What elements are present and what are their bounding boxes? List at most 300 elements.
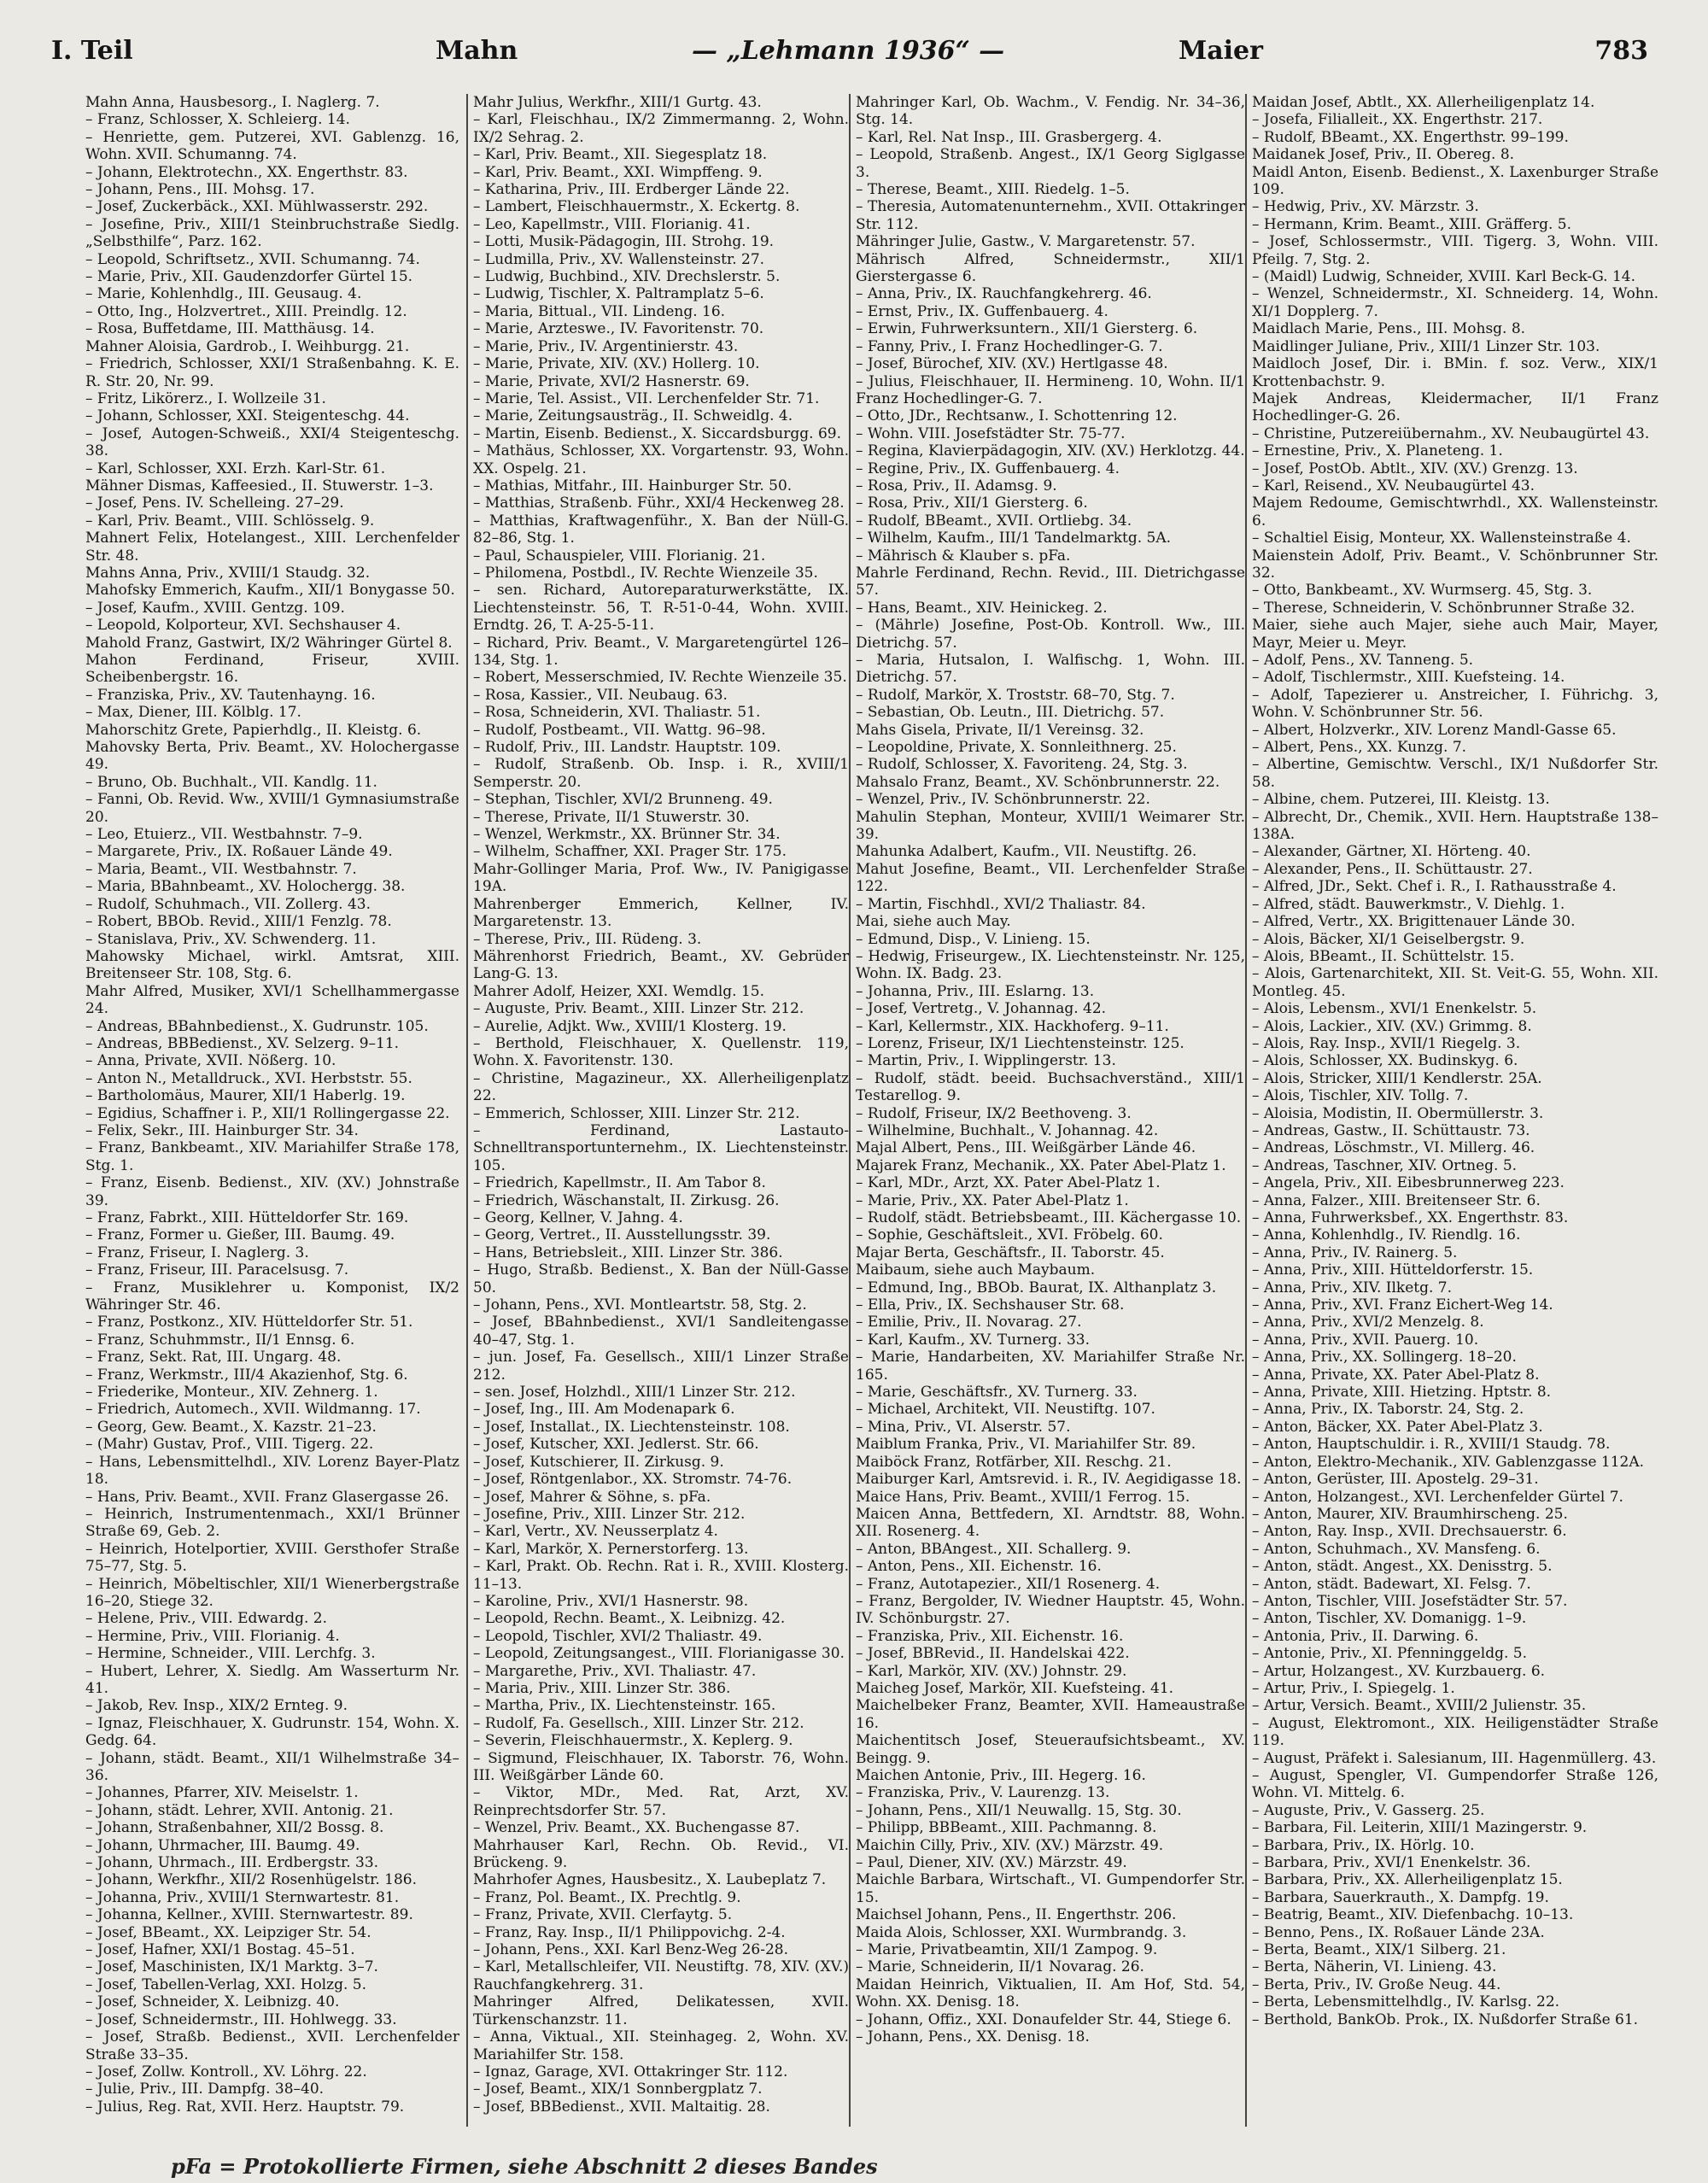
directory-entry: Mahsalo Franz, Beamt., XV. Schönbrunnerstr. 22. — [856, 773, 1220, 791]
directory-entry: – Johann, Elektrotechn., XX. Engerthstr. 83. — [85, 163, 408, 181]
directory-entry: – Friedrich, Schlosser, XXI/1 Straßenbahng. K. E. R. Str. 20, Nr. 99. — [85, 355, 459, 390]
directory-entry: – Erwin, Fuhrwerksuntern., XII/1 Giersterg. 6. — [856, 320, 1198, 338]
directory-entry: Mähringer Julie, Gastw., V. Margaretenstr. 57. — [856, 233, 1196, 251]
directory-entry: – Leopold, Straßenb. Angest., IX/1 Georg Siglgasse 3. — [856, 146, 1245, 181]
directory-entry: – Anna, Private, XX. Pater Abel-Platz 8. — [1252, 1366, 1540, 1384]
directory-entry: – Anton, Schuhmach., XV. Mansfeng. 6. — [1252, 1540, 1541, 1558]
directory-entry: – Adolf, Pens., XV. Tanneng. 5. — [1252, 652, 1474, 669]
directory-entry: – August, Spengler, VI. Gumpendorfer Straße 126, Wohn. VI. Mittelg. 6. — [1252, 1767, 1658, 1802]
directory-entry: – Alois, Stricker, XIII/1 Kendlerstr. 25A. — [1252, 1069, 1542, 1087]
directory-entry: – Karoline, Priv., XVI/1 Hasnerstr. 98. — [473, 1592, 749, 1610]
directory-entry: – Anna, Kohlenhdlg., IV. Riendlg. 16. — [1252, 1226, 1521, 1244]
directory-entry: – Hans, Betriebsleit., XIII. Linzer Str. 386. — [473, 1244, 783, 1261]
directory-entry: – Leopold, Zeitungsangest., VIII. Florianigasse 30. — [473, 1645, 845, 1663]
directory-entry: – Aurelie, Adjkt. Ww., XVIII/1 Klosterg. 19. — [473, 1017, 787, 1035]
directory-entry: Maier, siehe auch Majer, siehe auch Mair, Mayer, Mayr, Meier u. Meyr. — [1252, 617, 1658, 652]
directory-entry: – Josef, Installat., IX. Liechtensteinstr. 108. — [473, 1418, 790, 1436]
directory-entry: – Anna, Priv., XIV. Ilketg. 7. — [1252, 1279, 1453, 1296]
directory-entry: – (Mahr) Gustav, Prof., VIII. Tigerg. 22. — [85, 1436, 374, 1454]
directory-entry: – Hans, Beamt., XIV. Heinickeg. 2. — [856, 599, 1108, 617]
directory-entry: – Franz, Friseur, I. Naglerg. 3. — [85, 1244, 309, 1261]
directory-entry: Mahr-Gollinger Maria, Prof. Ww., IV. Panigigasse 19A. — [473, 860, 849, 896]
directory-entry: – Anton, städt. Badewart, XI. Felsg. 7. — [1252, 1575, 1531, 1593]
directory-entry: – Leopold, Schriftsetz., XVII. Schumanng. 74. — [85, 250, 420, 268]
directory-entry: – Karl, Kaufm., XV. Turnerg. 33. — [856, 1331, 1091, 1349]
directory-entry: – Alexander, Pens., II. Schüttaustr. 27. — [1252, 860, 1533, 878]
directory-entry: Mahon Ferdinand, Friseur, XVIII. Scheibenbergstr. 16. — [85, 652, 459, 687]
directory-entry: – Franz, Bankbeamt., XIV. Mariahilfer Straße 178, Stg. 1. — [85, 1139, 459, 1174]
directory-entry: – Franz, Autotapezier., XII/1 Rosenerg. 4. — [856, 1575, 1161, 1593]
directory-entry: Maienstein Adolf, Priv. Beamt., V. Schönbrunner Str. 32. — [1252, 547, 1658, 582]
directory-entry: – Ludwig, Tischler, X. Paltramplatz 5–6. — [473, 285, 764, 303]
directory-entry: – Anton, Maurer, XIV. Braumhirscheng. 25. — [1252, 1505, 1568, 1523]
directory-entry: – Friedrich, Kapellmstr., II. Am Tabor 8. — [473, 1174, 766, 1192]
directory-entry: Maichsel Johann, Pens., II. Engerthstr. 206. — [856, 1906, 1177, 1924]
directory-entry: Mahrhauser Karl, Rechn. Ob. Revid., VI. Brückeng. 9. — [473, 1836, 849, 1872]
directory-entry: – Anton, Tischler, XV. Domanigg. 1–9. — [1252, 1610, 1527, 1628]
directory-entry: – Karl, Schlosser, XXI. Erzh. Karl-Str. 61. — [85, 459, 386, 477]
directory-entry: – Matthias, Straßenb. Führ., XXI/4 Heckenweg 28. — [473, 495, 845, 512]
directory-entry: – Edmund, Ing., BBOb. Baurat, IX. Althanplatz 3. — [856, 1279, 1217, 1296]
directory-entry: – sen. Richard, Autoreparaturwerkstätte, IX. Liechtensteinstr. 56, T. R-51-0-44, Wohn. XVIII. Erndtg. 26, T. A-25-5-11. — [473, 582, 849, 635]
directory-entry: Maidlinger Juliane, Priv., XIII/1 Linzer Str. 103. — [1252, 337, 1600, 355]
directory-entry: – Anna, Falzer., XIII. Breitenseer Str. 6. — [1252, 1191, 1541, 1209]
directory-entry: – Marie, Zeitungsausträg., II. Schweidlg. 4. — [473, 407, 793, 425]
directory-entry: – Maria, BBahnbeamt., XV. Holochergg. 38. — [85, 878, 406, 896]
directory-entry: – Hans, Lebensmittelhdl., XIV. Lorenz Bayer-Platz 18. — [85, 1453, 459, 1489]
directory-entry: – Anton, Gerüster, III. Apostelg. 29–31. — [1252, 1471, 1539, 1489]
directory-entry: – Franziska, Priv., XII. Eichenstr. 16. — [856, 1627, 1124, 1645]
directory-entry: – Auguste, Priv. Beamt., XIII. Linzer Str. 212. — [473, 1000, 804, 1018]
directory-entry: – Wenzel, Werkmstr., XX. Brünner Str. 34. — [473, 826, 781, 844]
directory-entry: – Marie, Priv., XII. Gaudenzdorfer Gürtel 15. — [85, 268, 413, 286]
directory-entry: – Franz, Postkonz., XIV. Hütteldorfer Str. 51. — [85, 1314, 413, 1331]
directory-entry: – Alfred, Vertr., XX. Brigittenauer Lände 30. — [1252, 913, 1576, 931]
directory-entry: – Johann, Pens., XXI. Karl Benz-Weg 26-28. — [473, 1941, 789, 1959]
directory-entry: – Anna, Priv., XVII. Pauerg. 10. — [1252, 1331, 1479, 1349]
directory-entry: – Friedrich, Wäschanstalt, II. Zirkusg. 26. — [473, 1191, 780, 1209]
directory-entry: – Wenzel, Priv. Beamt., XX. Buchengasse 87. — [473, 1819, 800, 1837]
directory-entry: – Marie, Priv., XX. Pater Abel-Platz 1. — [856, 1191, 1129, 1209]
directory-entry: – Josef, Autogen-Schweiß., XXI/4 Steigenteschg. 38. — [85, 424, 459, 460]
directory-entry: – Franz, Private, XVII. Clerfaytg. 5. — [473, 1906, 733, 1924]
directory-entry: – Josef, Maschinisten, IX/1 Marktg. 3–7. — [85, 1958, 378, 1976]
directory-entry: – Ella, Priv., IX. Sechshauser Str. 68. — [856, 1296, 1125, 1314]
directory-entry: – Anna, Priv., IX. Rauchfangkehrerg. 46. — [856, 285, 1152, 303]
directory-entry: – Lotti, Musik-Pädagogin, III. Strohg. 19. — [473, 233, 775, 251]
directory-entry: – Katharina, Priv., III. Erdberger Lände 22. — [473, 181, 790, 199]
directory-entry: – Aloisia, Modistin, II. Obermüllerstr. 3. — [1252, 1104, 1544, 1122]
directory-entry: – Josef, BBeamt., XX. Leipziger Str. 54. — [85, 1923, 371, 1941]
directory-entry: Majal Albert, Pens., III. Weißgärber Lände 46. — [856, 1139, 1196, 1157]
directory-entry: Mai, siehe auch May. — [856, 913, 1011, 931]
directory-entry: – Rudolf, BBeamt., XX. Engerthstr. 99–199. — [1252, 128, 1569, 146]
directory-entry: – Alois, Lebensm., XVI/1 Enenkelstr. 5. — [1252, 1000, 1537, 1018]
directory-entry: – Karl, Priv. Beamt., VIII. Schlösselg. 9. — [85, 512, 375, 530]
directory-entry: – Theresia, Automatenunternehm., XVII. Ottakringer Str. 112. — [856, 198, 1245, 233]
directory-entry: – Barbara, Sauerkrauth., X. Dampfg. 19. — [1252, 1888, 1549, 1906]
page-header — [43, 36, 1665, 70]
directory-entry: – Ludwig, Buchbind., XIV. Drechslerstr. 5. — [473, 268, 781, 286]
directory-entry: – Marie, Tel. Assist., VII. Lerchenfelder Str. 71. — [473, 389, 820, 407]
directory-entry: – Karl, Priv. Beamt., XII. Siegesplatz 18. — [473, 146, 768, 164]
directory-entry: – Wenzel, Schneidermstr., XI. Schneiderg. 14, Wohn. XI/1 Dopplerg. 7. — [1252, 285, 1658, 320]
directory-entry: – Hedwig, Friseurgew., IX. Liechtensteinstr. Nr. 125, Wohn. IX. Badg. 23. — [856, 947, 1245, 983]
directory-entry: – Anton, Hauptschuldir. i. R., XVIII/1 Staudg. 78. — [1252, 1436, 1611, 1454]
directory-entry: – Julius, Fleischhauer, II. Hermineng. 10, Wohn. II/1 Franz Hochedlinger-G. 7. — [856, 372, 1245, 407]
directory-entry: – Regina, Klavierpädagogin, XIV. (XV.) Herklotzg. 44. — [856, 442, 1245, 460]
directory-entry: – Ferdinand, Lastauto-Schnelltransportunternehm., IX. Liechtensteinstr. 105. — [473, 1121, 849, 1174]
column-3 — [849, 94, 1245, 2127]
directory-entry: – Johann, Straßenbahner, XII/2 Bossg. 8. — [85, 1819, 384, 1837]
directory-entry: – Josef, Beamt., XIX/1 Sonnbergplatz 7. — [473, 2081, 763, 2098]
directory-entry: – Georg, Gew. Beamt., X. Kazstr. 21–23. — [85, 1418, 377, 1436]
directory-entry: – Edmund, Disp., V. Linieng. 15. — [856, 930, 1091, 948]
directory-entry: – Anton, städt. Angest., XX. Denisstrg. 5. — [1252, 1558, 1553, 1576]
directory-entry: – Johanna, Priv., III. Eslarng. 13. — [856, 982, 1095, 1000]
directory-entry: – Rudolf, Markör, X. Troststr. 68–70, Stg. 7. — [856, 686, 1175, 704]
directory-entry: – Josef, PostOb. Abtlt., XIV. (XV.) Grenzg. 13. — [1252, 459, 1578, 477]
directory-entry: – Marie, Geschäftsfr., XV. Turnerg. 33. — [856, 1384, 1138, 1402]
directory-entry: – Stanislava, Priv., XV. Schwenderg. 11. — [85, 930, 377, 948]
directory-entry: – Friederike, Monteur., XIV. Zehnerg. 1. — [85, 1384, 378, 1402]
directory-entry: – Therese, Priv., III. Rüdeng. 3. — [473, 930, 702, 948]
directory-entry: – Franziska, Priv., V. Laurenzg. 13. — [856, 1784, 1110, 1802]
directory-entry: – Helene, Priv., VIII. Edwardg. 2. — [85, 1610, 328, 1628]
directory-entry: – Barbara, Priv., XVI/1 Enenkelstr. 36. — [1252, 1854, 1531, 1872]
directory-entry: – Matthias, Kraftwagenführ., X. Ban der Nüll-G. 82–86, Stg. 1. — [473, 512, 849, 547]
directory-entry: – Heinrich, Möbeltischler, XII/1 Wienerbergstraße 16–20, Stiege 32. — [85, 1575, 459, 1610]
directory-entry: – Alois, Lackier., XIV. (XV.) Grimmg. 8. — [1252, 1017, 1532, 1035]
section-label: I. Teil — [51, 36, 133, 66]
directory-entry: – Artur, Priv., I. Spiegelg. 1. — [1252, 1679, 1455, 1697]
directory-entry: – Johann, Pens., III. Mohsg. 17. — [85, 181, 315, 199]
directory-entry: – Maria, Priv., XIII. Linzer Str. 386. — [473, 1679, 731, 1697]
directory-entry: Mährenhorst Friedrich, Beamt., XV. Gebrüder Lang-G. 13. — [473, 947, 849, 983]
directory-entry: – Anna, Fuhrwerksbef., XX. Engerthstr. 83. — [1252, 1209, 1569, 1226]
directory-entry: Mahrhofer Agnes, Hausbesitz., X. Laubeplatz 7. — [473, 1871, 827, 1889]
directory-entry: Maiburger Karl, Amtsrevid. i. R., IV. Aegidigasse 18. — [856, 1471, 1242, 1489]
directory-entry: – Anton, Bäcker, XX. Pater Abel-Platz 3. — [1252, 1418, 1543, 1436]
directory-entry: – Josef, Ing., III. Am Modenapark 6. — [473, 1401, 735, 1419]
directory-entry: – Wohn. VIII. Josefstädter Str. 75-77. — [856, 424, 1126, 442]
directory-entry: – sen. Josef, Holzhdl., XIII/1 Linzer Str. 212. — [473, 1384, 796, 1402]
directory-entry: – Johann, Pens., XX. Denisg. 18. — [856, 2028, 1090, 2046]
directory-entry: Maichin Cilly, Priv., XIV. (XV.) Märzstr. 49. — [856, 1836, 1164, 1854]
directory-entry: Maidanek Josef, Priv., II. Obereg. 8. — [1252, 146, 1515, 164]
last-surname-heading: Maier — [1179, 36, 1263, 66]
directory-entry: Maidloch Josef, Dir. i. BMin. f. soz. Verw., XIX/1 Krottenbachstr. 9. — [1252, 355, 1658, 390]
directory-entry: – Mathias, Mitfahr., III. Hainburger Str. 50. — [473, 477, 793, 495]
directory-entry: – Barbara, Fil. Leiterin, XIII/1 Mazingerstr. 9. — [1252, 1819, 1588, 1837]
directory-title: — „Lehmann 1936“ — — [692, 36, 1005, 66]
directory-entry: Majarek Franz, Mechanik., XX. Pater Abel-Platz 1. — [856, 1156, 1226, 1174]
directory-entry: – Josef, Zuckerbäck., XXI. Mühlwasserstr. 292. — [85, 198, 429, 216]
directory-entry: – Alois, Schlosser, XX. Budinskyg. 6. — [1252, 1052, 1518, 1070]
directory-entry: – Georg, Vertret., II. Ausstellungsstr. 39. — [473, 1226, 771, 1244]
directory-entry: – (Mährle) Josefine, Post-Ob. Kontroll. Ww., III. Dietrichg. 57. — [856, 617, 1245, 652]
directory-entry: – Anton, Tischler, VIII. Josefstädter Str. 57. — [1252, 1592, 1568, 1610]
directory-entry: – Margarete, Priv., IX. Roßauer Lände 49. — [85, 843, 393, 861]
directory-entry: – Andreas, Taschner, XIV. Ortneg. 5. — [1252, 1156, 1518, 1174]
directory-entry: – Josef, Bürochef, XIV. (XV.) Hertlgasse 48. — [856, 355, 1168, 373]
directory-entry: – Fritz, Likörerz., I. Wollzeile 31. — [85, 389, 326, 407]
directory-entry: – Hugo, Straßb. Bedienst., X. Ban der Nüll-Gasse 50. — [473, 1261, 849, 1296]
directory-entry: – Stephan, Tischler, XVI/2 Brunneng. 49. — [473, 791, 773, 809]
directory-entry: – Rosa, Kassier., VII. Neubaug. 63. — [473, 686, 728, 704]
directory-entry: – Otto, Ing., Holzvertret., XIII. Preindlg. 12. — [85, 302, 407, 320]
directory-entry: – Karl, Markör, X. Pernerstorferg. 13. — [473, 1540, 749, 1558]
directory-entry: – Lorenz, Friseur, IX/1 Liechtensteinstr. 125. — [856, 1034, 1184, 1052]
directory-entry: – Franz, Bergolder, IV. Wiedner Hauptstr. 45, Wohn. IV. Schönburgstr. 27. — [856, 1592, 1245, 1628]
directory-entry: – Egidius, Schaffner i. P., XII/1 Rollingergasse 22. — [85, 1104, 450, 1122]
directory-entry: – Henriette, gem. Putzerei, XVI. Gablenzg. 16, Wohn. XVII. Schumanng. 74. — [85, 128, 459, 164]
directory-entry: – Rudolf, BBeamt., XVII. Ortliebg. 34. — [856, 512, 1132, 530]
directory-entry: – Johann, Pens., XII/1 Neuwallg. 15, Stg. 30. — [856, 1801, 1182, 1819]
footer-note: pFa = Protokollierte Firmen, siehe Abschnitt 2 dieses Bandes — [171, 2154, 878, 2178]
directory-entry: Mahringer Karl, Ob. Wachm., V. Fendig. Nr. 34–36, Stg. 14. — [856, 94, 1245, 129]
directory-entry: Mahowsky Michael, wirkl. Amtsrat, XIII. Breitenseer Str. 108, Stg. 6. — [85, 947, 459, 983]
directory-entry: – Berta, Lebensmittelhdlg., IV. Karlsg. 22. — [1252, 1993, 1560, 2011]
directory-entry: – Rosa, Priv., II. Adamsg. 9. — [856, 477, 1057, 495]
directory-entry: Mahorschitz Grete, Papierhdlg., II. Kleistg. 6. — [85, 721, 422, 739]
directory-entry: – Marie, Arzteswe., IV. Favoritenstr. 70. — [473, 320, 764, 338]
directory-entry: – Paul, Diener, XIV. (XV.) Märzstr. 49. — [856, 1854, 1127, 1872]
directory-entry: – Karl, Rel. Nat Insp., III. Grasbergerg. 4. — [856, 128, 1162, 146]
directory-entry: – Josefa, Filialleit., XX. Engerthstr. 217. — [1252, 111, 1543, 129]
directory-entry: – Rudolf, Postbeamt., VII. Wattg. 96–98. — [473, 721, 766, 739]
directory-entry: – Georg, Kellner, V. Jahng. 4. — [473, 1209, 683, 1226]
directory-entry: – Andreas, BBahnbedienst., X. Gudrunstr. 105. — [85, 1017, 429, 1035]
directory-entry: – Max, Diener, III. Kölblg. 17. — [85, 704, 301, 722]
directory-entry: – Anton, Pens., XII. Eichenstr. 16. — [856, 1558, 1102, 1576]
directory-entry: – Franziska, Priv., XV. Tautenhayng. 16. — [85, 686, 376, 704]
column-2 — [466, 94, 849, 2127]
directory-entry: – Josef, Mahrer & Söhne, s. pFa. — [473, 1488, 711, 1506]
directory-entry: – Mina, Priv., VI. Alserstr. 57. — [856, 1418, 1071, 1436]
directory-entry: – Marie, Private, XVI/2 Hasnerstr. 69. — [473, 372, 750, 390]
directory-entry: – Josef, BBBedienst., XVII. Maltaitig. 28. — [473, 2098, 770, 2116]
directory-entry: – Franz, Schlosser, X. Schleierg. 14. — [85, 111, 350, 129]
directory-entry: – Antonie, Priv., XI. Pfenninggeldg. 5. — [1252, 1645, 1528, 1663]
directory-entry: – Anna, Priv., IX. Taborstr. 24, Stg. 2. — [1252, 1401, 1524, 1419]
directory-entry: – Michael, Architekt, VII. Neustiftg. 107. — [856, 1401, 1155, 1419]
directory-entry: – Rudolf, Schuhmach., VII. Zollerg. 43. — [85, 895, 371, 913]
directory-entry: – Adolf, Tapezierer u. Anstreicher, I. Führichg. 3, Wohn. V. Schönbrunner Str. 56. — [1252, 686, 1658, 722]
directory-entry: – Sebastian, Ob. Leutn., III. Dietrichg. 57. — [856, 704, 1165, 722]
column-4 — [1245, 94, 1658, 2127]
directory-entry: – Franz, Former u. Gießer, III. Baumg. 49. — [85, 1226, 395, 1244]
directory-entry: Mähner Dismas, Kaffeesied., II. Stuwerstr. 1–3. — [85, 477, 434, 495]
directory-entry: – Alois, Ray. Insp., XVII/1 Riegelg. 3. — [1252, 1034, 1521, 1052]
directory-entry: – Artur, Holzangest., XV. Kurzbauerg. 6. — [1252, 1662, 1546, 1680]
directory-entry: – Marie, Kohlenhdlg., III. Geusaug. 4. — [85, 285, 362, 303]
directory-entry: Maidan Heinrich, Viktualien, II. Am Hof, Std. 54, Wohn. XX. Denisg. 18. — [856, 1975, 1245, 2011]
directory-entry: Maida Alois, Schlosser, XXI. Wurmbrandg. 3. — [856, 1923, 1187, 1941]
directory-entry: – Ernst, Priv., IX. Guffenbauerg. 4. — [856, 302, 1108, 320]
directory-entry: – Anna, Priv., IV. Rainerg. 5. — [1252, 1244, 1458, 1261]
directory-entry: – Anna, Priv., XVI. Franz Eichert-Weg 14. — [1252, 1296, 1553, 1314]
directory-entry: – Josef, Schlossermstr., VIII. Tigerg. 3, Wohn. VIII. Pfeilg. 7, Stg. 2. — [1252, 233, 1658, 268]
directory-entry: – Barbara, Priv., XX. Allerheiligenplatz 15. — [1252, 1871, 1563, 1889]
directory-entry: – Emilie, Priv., II. Novarag. 27. — [856, 1314, 1082, 1331]
directory-entry: – Anton, Ray. Insp., XVII. Drechsauerstr. 6. — [1252, 1523, 1567, 1541]
directory-entry: – Felix, Sekr., III. Hainburger Str. 34. — [85, 1121, 359, 1139]
directory-entry: – (Maidl) Ludwig, Schneider, XVIII. Karl Beck-G. 14. — [1252, 268, 1636, 286]
directory-entry: – Johann, städt. Beamt., XII/1 Wilhelmstraße 34–36. — [85, 1749, 459, 1784]
directory-entry: – Richard, Priv. Beamt., V. Margaretengürtel 126–134, Stg. 1. — [473, 634, 849, 669]
directory-entry: Mahner Aloisia, Gardrob., I. Weihburgg. 21. — [85, 337, 410, 355]
directory-entry: – Johann, städt. Lehrer, XVII. Antonig. 21. — [85, 1801, 394, 1819]
directory-entry: – Karl, Prakt. Ob. Rechn. Rat i. R., XVIII. Klosterg. 11–13. — [473, 1558, 849, 1593]
directory-entry: – Anton, Elektro-Mechanik., XIV. Gablenzgasse 112A. — [1252, 1453, 1645, 1471]
directory-entry: – Martha, Priv., IX. Liechtensteinstr. 165. — [473, 1697, 776, 1715]
directory-entry: – Jakob, Rev. Insp., XIX/2 Ernteg. 9. — [85, 1697, 348, 1715]
directory-columns — [85, 94, 1657, 2127]
directory-entry: – Alois, BBeamt., II. Schüttelstr. 15. — [1252, 947, 1515, 965]
directory-entry: – Johann, Werkfhr., XII/2 Rosenhügelstr. 186. — [85, 1871, 418, 1889]
directory-entry: – Schaltiel Eisig, Monteur, XX. Wallensteinstraße 4. — [1252, 530, 1631, 547]
directory-entry: Mährisch Alfred, Schneidermstr., XII/1 Gierstergasse 6. — [856, 250, 1245, 286]
directory-entry: – Heinrich, Instrumentenmach., XXI/1 Brünner Straße 69, Geb. 2. — [85, 1505, 459, 1541]
directory-entry: – Karl, MDr., Arzt, XX. Pater Abel-Platz 1. — [856, 1174, 1161, 1192]
directory-entry: – Anna, Priv., XIII. Hütteldorferstr. 15. — [1252, 1261, 1534, 1279]
directory-entry: Mahn Anna, Hausbesorg., I. Naglerg. 7. — [85, 94, 380, 111]
directory-entry: – Josef, Hafner, XXI/1 Bostag. 45–51. — [85, 1941, 355, 1959]
directory-entry: – Franz, Ray. Insp., II/1 Philippovichg. 2-4. — [473, 1923, 786, 1941]
directory-entry: – Karl, Metallschleifer, VII. Neustiftg. 78, XIV. (XV.) Rauchfangkehrerg. 31. — [473, 1958, 849, 1993]
directory-entry: – Josef, BBRevid., II. Handelskai 422. — [856, 1645, 1130, 1663]
directory-entry: – Berthold, BankOb. Prok., IX. Nußdorfer Straße 61. — [1252, 2010, 1639, 2028]
directory-entry: Mahut Josefine, Beamt., VII. Lerchenfelder Straße 122. — [856, 860, 1245, 896]
directory-entry: – Bruno, Ob. Buchhalt., VII. Kandlg. 11. — [85, 773, 377, 791]
directory-entry: – Karl, Reisend., XV. Neubaugürtel 43. — [1252, 477, 1535, 495]
directory-entry: – Anna, Private, XIII. Hietzing. Hptstr. 8. — [1252, 1384, 1552, 1402]
directory-entry: – Josef, Röntgenlabor., XX. Stromstr. 74-76. — [473, 1471, 793, 1489]
directory-entry: – Antonia, Priv., II. Darwing. 6. — [1252, 1627, 1479, 1645]
directory-entry: – Johann, Offiz., XXI. Donaufelder Str. 44, Stiege 6. — [856, 2010, 1231, 2028]
directory-entry: – Rudolf, Straßenb. Ob. Insp. i. R., XVIII/1 Semperstr. 20. — [473, 756, 849, 791]
directory-entry: – Anna, Priv., XX. Sollingerg. 18–20. — [1252, 1349, 1517, 1367]
directory-entry: – Alfred, städt. Bauwerkmstr., V. Diehlg. 1. — [1252, 895, 1565, 913]
directory-entry: – Martin, Eisenb. Bedienst., X. Siccardsburgg. 69. — [473, 424, 841, 442]
directory-entry: Majar Berta, Geschäftsfr., II. Taborstr. 45. — [856, 1244, 1165, 1261]
directory-entry: Maichle Barbara, Wirtschaft., VI. Gumpendorfer Str. 15. — [856, 1871, 1245, 1906]
directory-entry: – Philipp, BBBeamt., XIII. Pachmanng. 8. — [856, 1819, 1157, 1837]
directory-entry: – Josef, Pens. IV. Schelleing. 27–29. — [85, 495, 344, 512]
directory-entry: – Severin, Fleischhauermstr., X. Keplerg. 9. — [473, 1732, 793, 1750]
directory-entry: – August, Elektromont., XIX. Heiligenstädter Straße 119. — [1252, 1714, 1658, 1750]
directory-entry: – Rudolf, Fa. Gesellsch., XIII. Linzer Str. 212. — [473, 1714, 804, 1732]
directory-entry: – Anna, Private, XVII. Nößerg. 10. — [85, 1052, 336, 1070]
directory-entry: – Benno, Pens., IX. Roßauer Lände 23A. — [1252, 1923, 1545, 1941]
directory-entry: – Franz, Eisenb. Bedienst., XIV. (XV.) Johnstraße 39. — [85, 1174, 459, 1209]
directory-entry: – Alexander, Gärtner, XI. Hörteng. 40. — [1252, 843, 1531, 861]
directory-entry: Mahulin Stephan, Monteur, XVIII/1 Weimarer Str. 39. — [856, 808, 1245, 844]
directory-entry: – Angela, Priv., XII. Eibesbrunnerweg 223. — [1252, 1174, 1565, 1192]
directory-entry: – Therese, Schneiderin, V. Schönbrunner Straße 32. — [1252, 599, 1635, 617]
directory-entry: Mahr Julius, Werkfhr., XIII/1 Gurtg. 43. — [473, 94, 762, 111]
directory-entry: – Franz, Schuhmmstr., II/1 Ennsg. 6. — [85, 1331, 355, 1349]
directory-entry: – Franz, Friseur, III. Paracelsusg. 7. — [85, 1261, 349, 1279]
directory-entry: – Leopold, Rechn. Beamt., X. Leibnizg. 42. — [473, 1610, 786, 1628]
first-surname-heading: Mahn — [436, 36, 518, 66]
directory-entry: – Barbara, Priv., IX. Hörlg. 10. — [1252, 1836, 1475, 1854]
directory-entry: – Maria, Hutsalon, I. Walfischg. 1, Wohn. III. Dietrichg. 57. — [856, 652, 1245, 687]
directory-entry: – Johannes, Pfarrer, XIV. Meiselstr. 1. — [85, 1784, 359, 1802]
directory-entry: Mahrle Ferdinand, Rechn. Revid., III. Dietrichgasse 57. — [856, 564, 1245, 600]
directory-entry: – Maria, Bittual., VII. Lindeng. 16. — [473, 302, 726, 320]
directory-entry: – Karl, Vertr., XV. Neusserplatz 4. — [473, 1523, 718, 1541]
directory-entry: – Josef, Kutschierer, II. Zirkusg. 9. — [473, 1453, 724, 1471]
directory-entry: – Andreas, BBBedienst., XV. Selzerg. 9–11. — [85, 1034, 400, 1052]
directory-entry: – Andreas, Löschmstr., VI. Millerg. 46. — [1252, 1139, 1535, 1157]
directory-entry: – Fanni, Ob. Revid. Ww., XVIII/1 Gymnasiumstraße 20. — [85, 791, 459, 826]
directory-entry: – Leo, Etuierz., VII. Westbahnstr. 7–9. — [85, 826, 363, 844]
directory-entry: Mahringer Alfred, Delikatessen, XVII. Türkenschanzstr. 11. — [473, 1993, 849, 2028]
directory-entry: Mahold Franz, Gastwirt, IX/2 Währinger Gürtel 8. — [85, 634, 453, 652]
directory-entry: Mahrer Adolf, Heizer, XXI. Wemdlg. 15. — [473, 982, 764, 1000]
directory-entry: – Ignaz, Garage, XVI. Ottakringer Str. 112. — [473, 2063, 788, 2081]
directory-entry: – Leopold, Tischler, XVI/2 Thaliastr. 49. — [473, 1627, 763, 1645]
directory-entry: – Christine, Magazineur., XX. Allerheiligenplatz 22. — [473, 1069, 849, 1105]
directory-entry: – Franz, Sekt. Rat, III. Ungarg. 48. — [85, 1349, 342, 1367]
directory-entry: – Friedrich, Automech., XVII. Wildmanng. 17. — [85, 1401, 421, 1419]
directory-entry: – Hans, Priv. Beamt., XVII. Franz Glasergasse 26. — [85, 1488, 449, 1506]
directory-entry: – Marie, Schneiderin, II/1 Novarag. 26. — [856, 1958, 1144, 1976]
directory-entry: Mahrenberger Emmerich, Kellner, IV. Margaretenstr. 13. — [473, 895, 849, 931]
directory-entry: – Marie, Privatbeamtin, XII/1 Zampog. 9. — [856, 1941, 1158, 1959]
directory-entry: – Sophie, Geschäftsleit., XVI. Fröbelg. 60. — [856, 1226, 1163, 1244]
directory-entry: – Alois, Tischler, XIV. Tollg. 7. — [1252, 1087, 1469, 1105]
directory-entry: – Karl, Priv. Beamt., XXI. Wimpffeng. 9. — [473, 163, 763, 181]
directory-entry: – Therese, Beamt., XIII. Riedelg. 1–5. — [856, 181, 1130, 199]
directory-entry: – Josef, Vertretg., V. Johannag. 42. — [856, 1000, 1107, 1018]
directory-entry: – Maria, Beamt., VII. Westbahnstr. 7. — [85, 860, 357, 878]
page-number: 783 — [1594, 36, 1648, 66]
directory-entry: Maiblum Franka, Priv., VI. Mariahilfer Str. 89. — [856, 1436, 1196, 1454]
directory-entry: – Heinrich, Hotelportier, XVIII. Gersthofer Straße 75–77, Stg. 5. — [85, 1540, 459, 1576]
directory-entry: Mahs Gisela, Private, II/1 Vereinsg. 32. — [856, 721, 1144, 739]
directory-entry: – Hubert, Lehrer, X. Siedlg. Am Wasserturm Nr. 41. — [85, 1662, 459, 1697]
directory-entry: – Josef, Schneidermstr., III. Hohlwegg. 33. — [85, 2010, 397, 2028]
directory-entry: – Otto, Bankbeamt., XV. Wurmserg. 45, Stg. 3. — [1252, 582, 1593, 600]
directory-entry: – Berthold, Fleischhauer, X. Quellenstr. 119, Wohn. X. Favoritenstr. 130. — [473, 1034, 849, 1070]
directory-entry: – Julius, Reg. Rat, XVII. Herz. Hauptstr. 79. — [85, 2098, 405, 2116]
directory-entry: – Sigmund, Fleischhauer, IX. Taborstr. 76, Wohn. III. Weißgärber Lände 60. — [473, 1749, 849, 1784]
directory-entry: – Martin, Fischhdl., XVI/2 Thaliastr. 84. — [856, 895, 1146, 913]
directory-entry: – Anton, BBAngest., XII. Schallerg. 9. — [856, 1540, 1132, 1558]
directory-entry: Maiböck Franz, Rotfärber, XII. Reschg. 21. — [856, 1453, 1172, 1471]
directory-entry: – Franz, Musiklehrer u. Komponist, IX/2 Währinger Str. 46. — [85, 1279, 459, 1314]
directory-entry: – Auguste, Priv., V. Gasserg. 25. — [1252, 1801, 1485, 1819]
directory-entry: – Albrecht, Dr., Chemik., XVII. Hern. Hauptstraße 138–138A. — [1252, 808, 1658, 844]
directory-entry: – August, Präfekt i. Salesianum, III. Hagenmüllerg. 43. — [1252, 1749, 1657, 1767]
directory-entry: – Paul, Schauspieler, VIII. Florianig. 21. — [473, 547, 766, 565]
directory-entry: – Rudolf, städt. Betriebsbeamt., III. Kächergasse 10. — [856, 1209, 1242, 1226]
directory-entry: Maicen Anna, Bettfedern, XI. Arndtstr. 88, Wohn. XII. Rosenerg. 4. — [856, 1505, 1245, 1541]
directory-entry: – Ludmilla, Priv., XV. Wallensteinstr. 27. — [473, 250, 765, 268]
directory-entry: Maichentitsch Josef, Steueraufsichtsbeamt., XV. Beingg. 9. — [856, 1732, 1245, 1767]
directory-entry: Maidlach Marie, Pens., III. Mohsg. 8. — [1252, 320, 1526, 338]
directory-entry: – Leopold, Kolporteur, XVI. Sechshauser 4. — [85, 617, 401, 635]
directory-entry: – Albine, chem. Putzerei, III. Kleistg. 13. — [1252, 791, 1550, 809]
directory-entry: – Wilhelm, Schaffner, XXI. Prager Str. 175. — [473, 843, 787, 861]
directory-entry: – Josef, Zollw. Kontroll., XV. Löhrg. 22. — [85, 2063, 367, 2081]
directory-entry: – Johann, Pens., XVI. Montleartstr. 58, Stg. 2. — [473, 1296, 807, 1314]
directory-entry: – Alois, Bäcker, XI/1 Geiselbergstr. 9. — [1252, 930, 1525, 948]
directory-entry: – Franz, Werkmstr., III/4 Akazienhof, Stg. 6. — [85, 1366, 408, 1384]
